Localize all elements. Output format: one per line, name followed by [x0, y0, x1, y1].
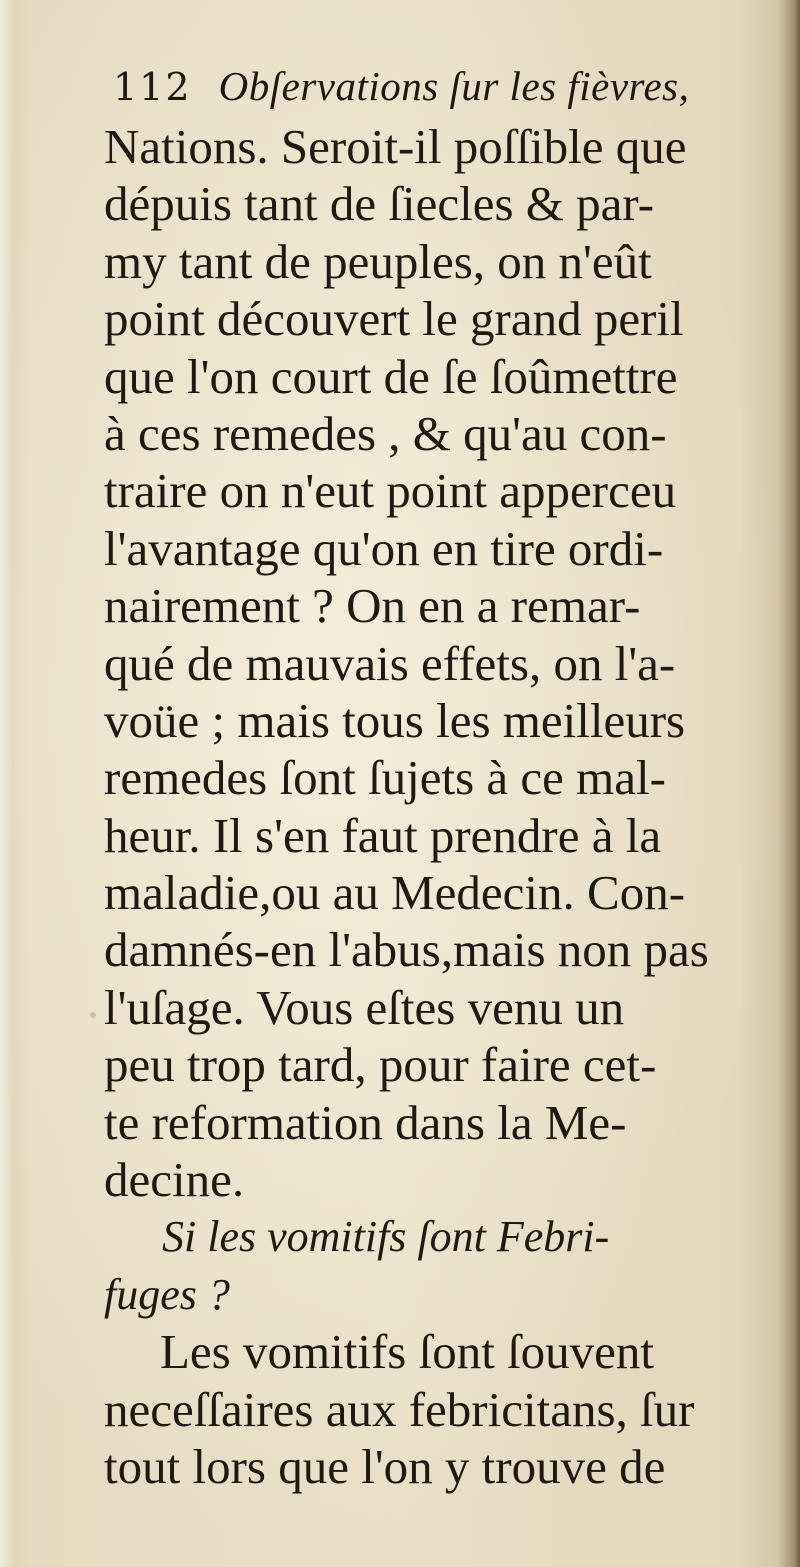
text-line: l'avantage qu'on en tire ordi-	[104, 520, 664, 576]
text-line: l'uſage. Vous eſtes venu un	[104, 979, 625, 1035]
text-line: à ces remedes , & qu'au con-	[104, 405, 667, 461]
text-line: nairement ? On en a remar-	[104, 578, 641, 634]
text-line: te reformation dans la Me-	[104, 1094, 627, 1150]
text-line: point découvert le grand peril	[104, 291, 684, 347]
text-line: neceſſaires aux febricitans, ſur	[104, 1381, 695, 1437]
text-line: damnés-en l'abus,mais non pas	[104, 922, 709, 978]
text-line: remedes ſont ſujets à ce mal-	[104, 750, 666, 806]
text-line: tout lors que l'on y trouve de	[104, 1438, 666, 1494]
running-title: Obſervations ſur les fièvres,	[218, 63, 690, 109]
section-heading: Si les vomitifs ſont Febri-	[162, 1212, 610, 1262]
text-line: traire on n'eut point apperceu	[104, 463, 677, 519]
text-line: voüe ; mais tous les meilleurs	[104, 692, 686, 748]
text-line: decine.	[104, 1152, 245, 1208]
text-line: dépuis tant de ſiecles & par-	[104, 176, 655, 232]
page-number: 112	[113, 65, 192, 109]
text-line: heur. Il s'en faut prendre à la	[104, 807, 662, 863]
body-text	[104, 118, 784, 1495]
section-heading-continuation: fuges ?	[104, 1269, 230, 1319]
text-line: Nations. Seroit-il poſſible que	[104, 119, 687, 174]
running-head	[113, 62, 773, 114]
text-line: maladie,ou au Medecin. Con-	[104, 865, 686, 921]
paragraph-first-line: Les vomitifs ſont ſouvent	[160, 1324, 655, 1380]
page-edge-left	[0, 0, 14, 1567]
paper-blemish	[90, 1012, 96, 1018]
text-line: my tant de peuples, on n'eût	[104, 233, 652, 289]
text-line: peu trop tard, pour faire cet-	[104, 1037, 657, 1093]
text-line: qué de mauvais effets, on l'a-	[104, 635, 676, 691]
text-line: que l'on court de ſe ſoûmettre	[104, 348, 678, 404]
